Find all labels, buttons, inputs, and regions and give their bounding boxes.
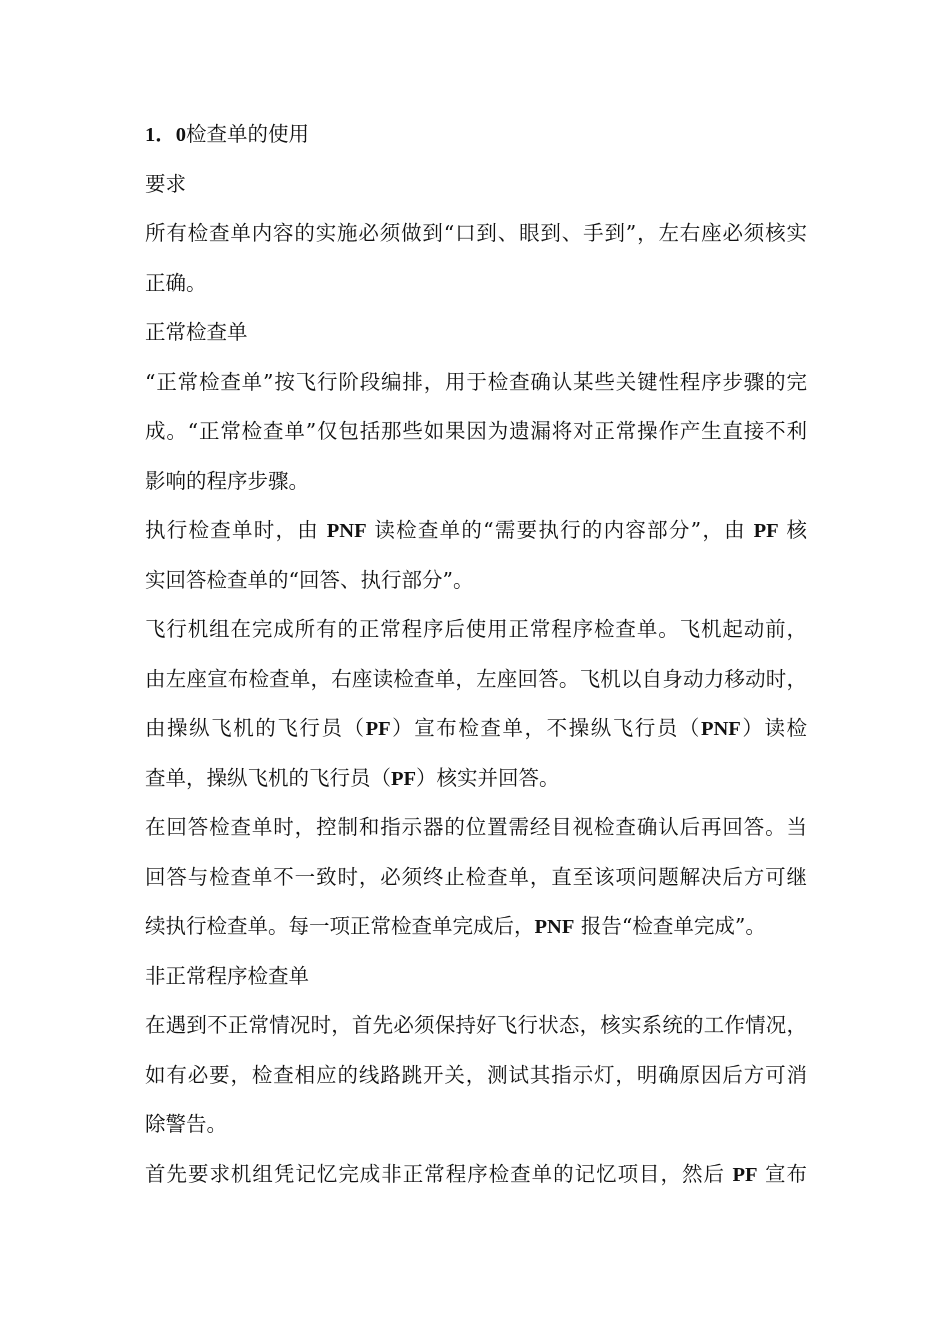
text-run: 读检查单的“需要执行的内容部分”，由 (366, 518, 754, 542)
text-run: 由操纵飞机的飞行员（ (145, 716, 366, 740)
paragraph-line: 除警告。 (145, 1112, 227, 1136)
term-pnf: PNF (326, 520, 367, 542)
term-pnf: PNF (700, 718, 741, 740)
term-pf: PF (391, 767, 417, 790)
text-run: ）读检 (740, 716, 808, 740)
paragraph-line: 飞行机组在完成所有的正常程序后使用正常程序检查单。飞机起动前， (145, 617, 807, 641)
paragraph-line: 在回答检查单时，控制和指示器的位置需经目视检查确认后再回答。当 (145, 815, 807, 839)
paragraph-line: 实回答检查单的“回答、执行部分”。 (145, 567, 474, 592)
paragraph-line: 如有必要，检查相应的线路跳开关，测试其指示灯，明确原因后方可消 (145, 1062, 807, 1087)
text-run: ）宣布检查单，不操纵飞行员（ (390, 716, 701, 740)
text-run: 报告“检查单完成”。 (574, 914, 766, 938)
paragraph-line: 回答与检查单不一致时，必须终止检查单，直至该项问题解决后方可继 (145, 864, 807, 889)
paragraph-line: 正确。 (145, 270, 207, 295)
paragraph-line (145, 754, 807, 804)
text-run: 查单，操纵飞机的飞行员（ (145, 765, 391, 790)
term-pf: PF (732, 1163, 758, 1186)
paragraph-line: 由左座宣布检查单，右座读检查单，左座回答。飞机以自身动力移动时， (145, 666, 807, 691)
paragraph-line (145, 1150, 807, 1200)
paragraph-line: 影响的程序步骤。 (145, 468, 309, 493)
paragraph-line (145, 704, 807, 754)
text-run: 核 (778, 518, 807, 542)
paragraph-line: 在遇到不正常情况时，首先必须保持好飞行状态，核实系统的工作情况， (145, 1013, 807, 1037)
paragraph-line: “正常检查单”按飞行阶段编排，用于检查确认某些关键性程序步骤的完 (145, 369, 807, 394)
text-run: 首先要求机组凭记忆完成非正常程序检查单的记忆项目，然后 (145, 1161, 733, 1186)
text-run: 执行检查单时，由 (145, 518, 327, 542)
section-title: 检查单的使用 (186, 122, 309, 146)
subheading-abnormal-checklist: 非正常程序检查单 (145, 963, 309, 988)
paragraph-line: 所有检查单内容的实施必须做到“口到、眼到、手到”，左右座必须核实 (145, 221, 807, 245)
section-number: 1．0 (145, 124, 186, 146)
term-pf: PF (365, 718, 391, 740)
paragraph-line (145, 902, 807, 952)
term-pnf: PNF (534, 916, 575, 938)
text-run: 宣布 (757, 1161, 807, 1186)
paragraph-line (145, 506, 807, 556)
term-pf: PF (753, 520, 779, 542)
text-run: 续执行检查单。每一项正常检查单完成后， (145, 914, 535, 938)
paragraph-line: 成。“正常检查单”仅包括那些如果因为遗漏将对正常操作产生直接不利 (145, 419, 807, 443)
subheading-normal-checklist: 正常检查单 (145, 320, 248, 344)
section-heading (145, 110, 807, 160)
subheading-requirements: 要求 (145, 171, 186, 196)
document-body (145, 110, 807, 1199)
text-run: ）核实并回答。 (416, 765, 560, 790)
